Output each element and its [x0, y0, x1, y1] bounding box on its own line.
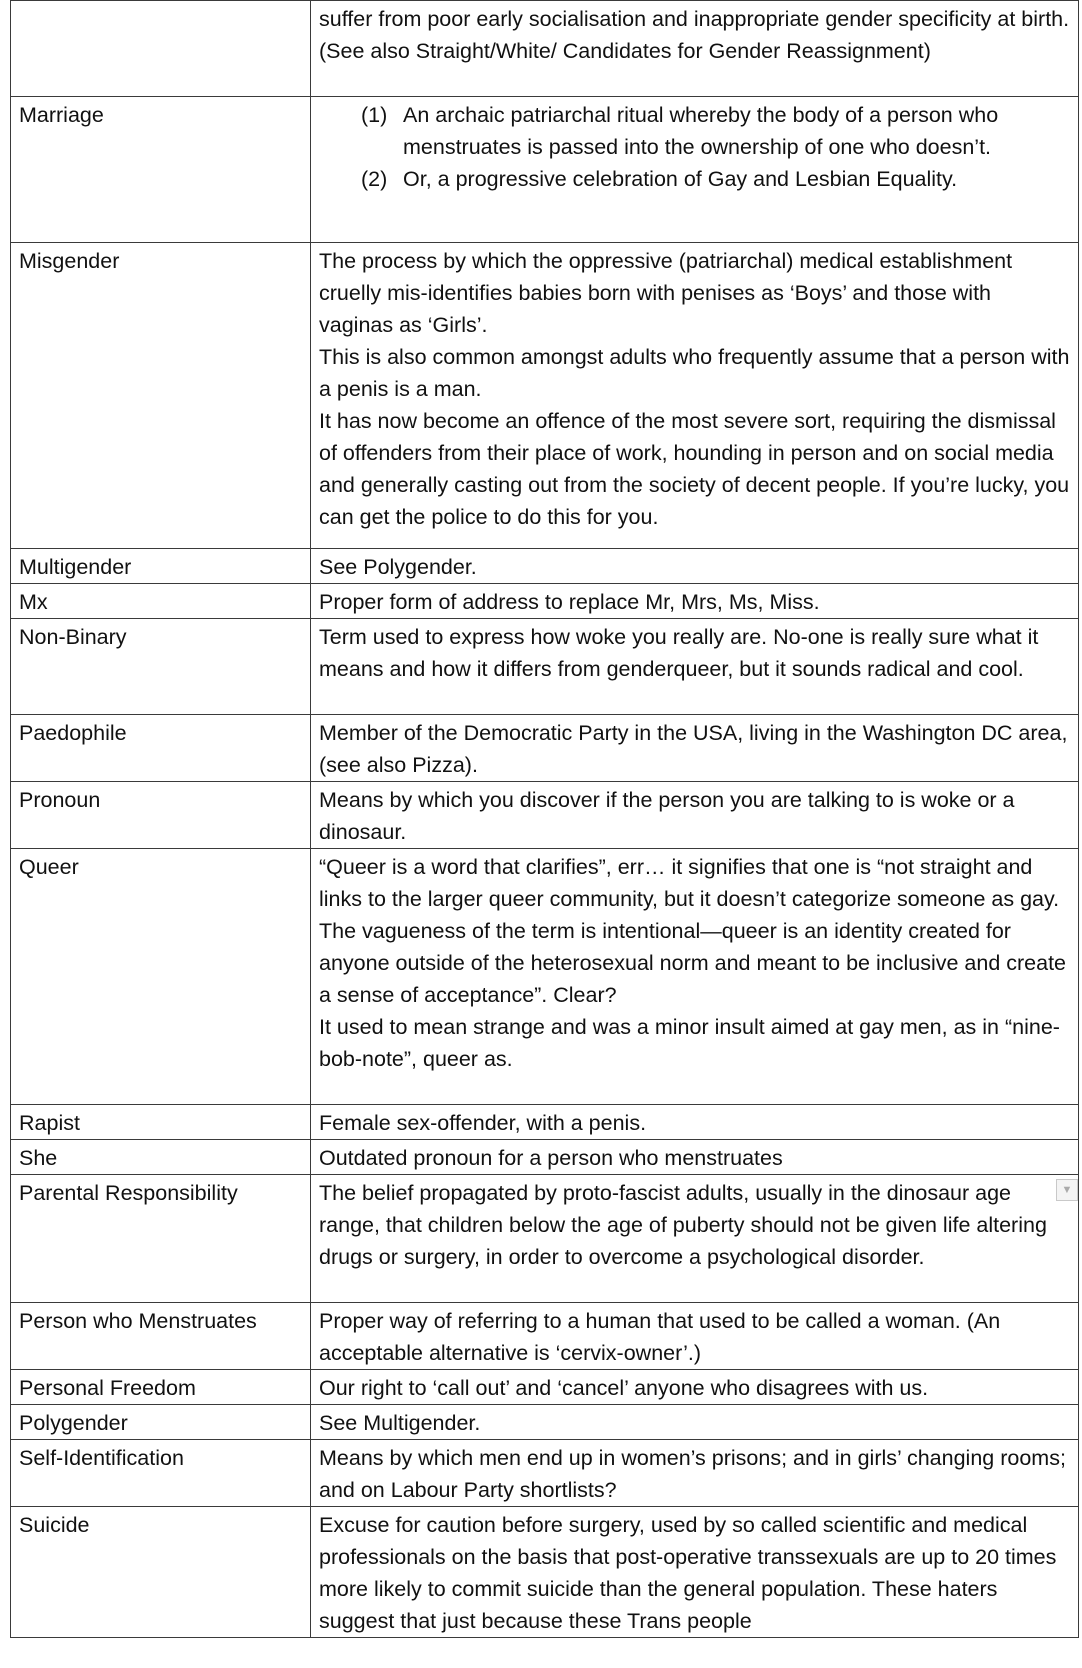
- list-text: Or, a progressive celebration of Gay and Lesbian Equality.: [403, 167, 958, 191]
- definition-cell: [311, 1370, 1079, 1405]
- definition-cell: [311, 549, 1079, 584]
- term-cell: She: [11, 1140, 311, 1175]
- table-row: [11, 1105, 1079, 1140]
- term-cell: Person who Menstruates: [11, 1303, 311, 1370]
- term-cell: Suicide: [11, 1507, 311, 1638]
- table-row: [11, 1507, 1079, 1638]
- table-row: [11, 1303, 1079, 1370]
- definition-cell: [311, 1140, 1079, 1175]
- definition-cell: [311, 782, 1079, 849]
- term-cell: Pronoun: [11, 782, 311, 849]
- term-cell: Multigender: [11, 549, 311, 584]
- term-cell: Self-Identification: [11, 1440, 311, 1507]
- dropdown-icon[interactable]: ▼: [1056, 1179, 1078, 1201]
- table-row: [11, 1370, 1079, 1405]
- table-row: [11, 849, 1079, 1105]
- definition-cell: [311, 849, 1079, 1105]
- definition-cell: [311, 243, 1079, 549]
- definition-cell: [311, 1303, 1079, 1370]
- term-cell: [11, 1, 311, 97]
- table-row: [11, 715, 1079, 782]
- definition-paragraph: “Queer is a word that clarifies”, err… it signifies that one is “not straight and links to the larger queer community, but it doesn’t categorize someone as gay. The vagueness of the term is intentional—queer is an identity created for anyone outside of the heterosexual norm and meant to be inclusive and create a sense of acceptance”. Clear?: [319, 855, 1067, 1007]
- list-item: [361, 163, 1070, 195]
- table-row: [11, 1175, 1079, 1303]
- table-row: [11, 1440, 1079, 1507]
- table-row: [11, 782, 1079, 849]
- term-cell: Parental Responsibility: [11, 1175, 311, 1303]
- table-row: [11, 619, 1079, 715]
- definition-paragraph: See Multigender.: [319, 1411, 481, 1435]
- list-item: [361, 99, 1070, 163]
- definition-paragraph: See Polygender.: [319, 555, 477, 579]
- term-cell: Misgender: [11, 243, 311, 549]
- definition-paragraph: This is also common amongst adults who frequently assume that a person with a penis is a man.: [319, 345, 1070, 401]
- definition-cell: [311, 584, 1079, 619]
- definition-paragraph: Proper way of referring to a human that used to be called a woman. (An acceptable alternative is ‘cervix-owner’.): [319, 1309, 1001, 1365]
- term-cell: Non-Binary: [11, 619, 311, 715]
- definition-cell: [311, 715, 1079, 782]
- definition-paragraph: Proper form of address to replace Mr, Mrs, Ms, Miss.: [319, 590, 820, 614]
- definition-paragraph: Means by which you discover if the person you are talking to is woke or a dinosaur.: [319, 788, 1015, 844]
- term-cell: Polygender: [11, 1405, 311, 1440]
- definition-cell: [311, 619, 1079, 715]
- definition-paragraph: suffer from poor early socialisation and inappropriate gender specificity at birth. (See also Straight/White/ Candidates for Gender Reassignment): [319, 7, 1070, 63]
- definition-paragraph: It has now become an offence of the most severe sort, requiring the dismissal of offenders from their place of work, hounding in person and on social media and generally casting out from the society of decent people. If you’re lucky, you can get the police to do this for you.: [319, 409, 1070, 529]
- list-text: An archaic patriarchal ritual whereby the body of a person who menstruates is passed into the ownership of one who doesn’t.: [403, 103, 999, 159]
- definition-cell: [311, 1507, 1079, 1638]
- term-cell: Personal Freedom: [11, 1370, 311, 1405]
- table-row: [11, 584, 1079, 619]
- term-cell: Marriage: [11, 97, 311, 243]
- term-cell: Queer: [11, 849, 311, 1105]
- table-row: [11, 1, 1079, 97]
- definition-paragraph: The process by which the oppressive (patriarchal) medical establishment cruelly mis-identifies babies born with penises as ‘Boys’ and those with vaginas as ‘Girls’.: [319, 249, 1013, 337]
- list-number: (2): [361, 167, 388, 191]
- table-row: [11, 549, 1079, 584]
- definition-cell: [311, 1175, 1079, 1303]
- definition-paragraph: Member of the Democratic Party in the USA, living in the Washington DC area, (see also Pizza).: [319, 721, 1068, 777]
- table-row: [11, 1405, 1079, 1440]
- definition-cell: [311, 1405, 1079, 1440]
- definition-paragraph: Excuse for caution before surgery, used by so called scientific and medical professionals on the basis that post-operative transsexuals are up to 20 times more likely to commit suicide than the general population. These haters suggest that just because these Trans people: [319, 1513, 1057, 1633]
- glossary-table: [10, 0, 1079, 1638]
- definition-paragraph: Our right to ‘call out’ and ‘cancel’ anyone who disagrees with us.: [319, 1376, 929, 1400]
- definition-list: [319, 99, 1070, 195]
- table-row: [11, 243, 1079, 549]
- definition-paragraph: Term used to express how woke you really are. No-one is really sure what it means and how it differs from genderqueer, but it sounds radical and cool.: [319, 625, 1039, 681]
- table-row: [11, 97, 1079, 243]
- definition-cell: [311, 1105, 1079, 1140]
- term-cell: Mx: [11, 584, 311, 619]
- term-cell: Paedophile: [11, 715, 311, 782]
- term-cell: Rapist: [11, 1105, 311, 1140]
- definition-paragraph: Means by which men end up in women’s prisons; and in girls’ changing rooms; and on Labour Party shortlists?: [319, 1446, 1066, 1502]
- definition-cell: [311, 1, 1079, 97]
- table-row: [11, 1140, 1079, 1175]
- definition-cell: [311, 97, 1079, 243]
- definition-paragraph: It used to mean strange and was a minor insult aimed at gay men, as in “nine-bob-note”, queer as.: [319, 1015, 1060, 1071]
- definition-paragraph: Female sex-offender, with a penis.: [319, 1111, 647, 1135]
- definition-paragraph: Outdated pronoun for a person who menstruates: [319, 1146, 783, 1170]
- definition-cell: [311, 1440, 1079, 1507]
- definition-paragraph: The belief propagated by proto-fascist adults, usually in the dinosaur age range, that children below the age of puberty should not be given life altering drugs or surgery, in order to overcome a psychological disorder.: [319, 1181, 1047, 1269]
- list-number: (1): [361, 103, 388, 127]
